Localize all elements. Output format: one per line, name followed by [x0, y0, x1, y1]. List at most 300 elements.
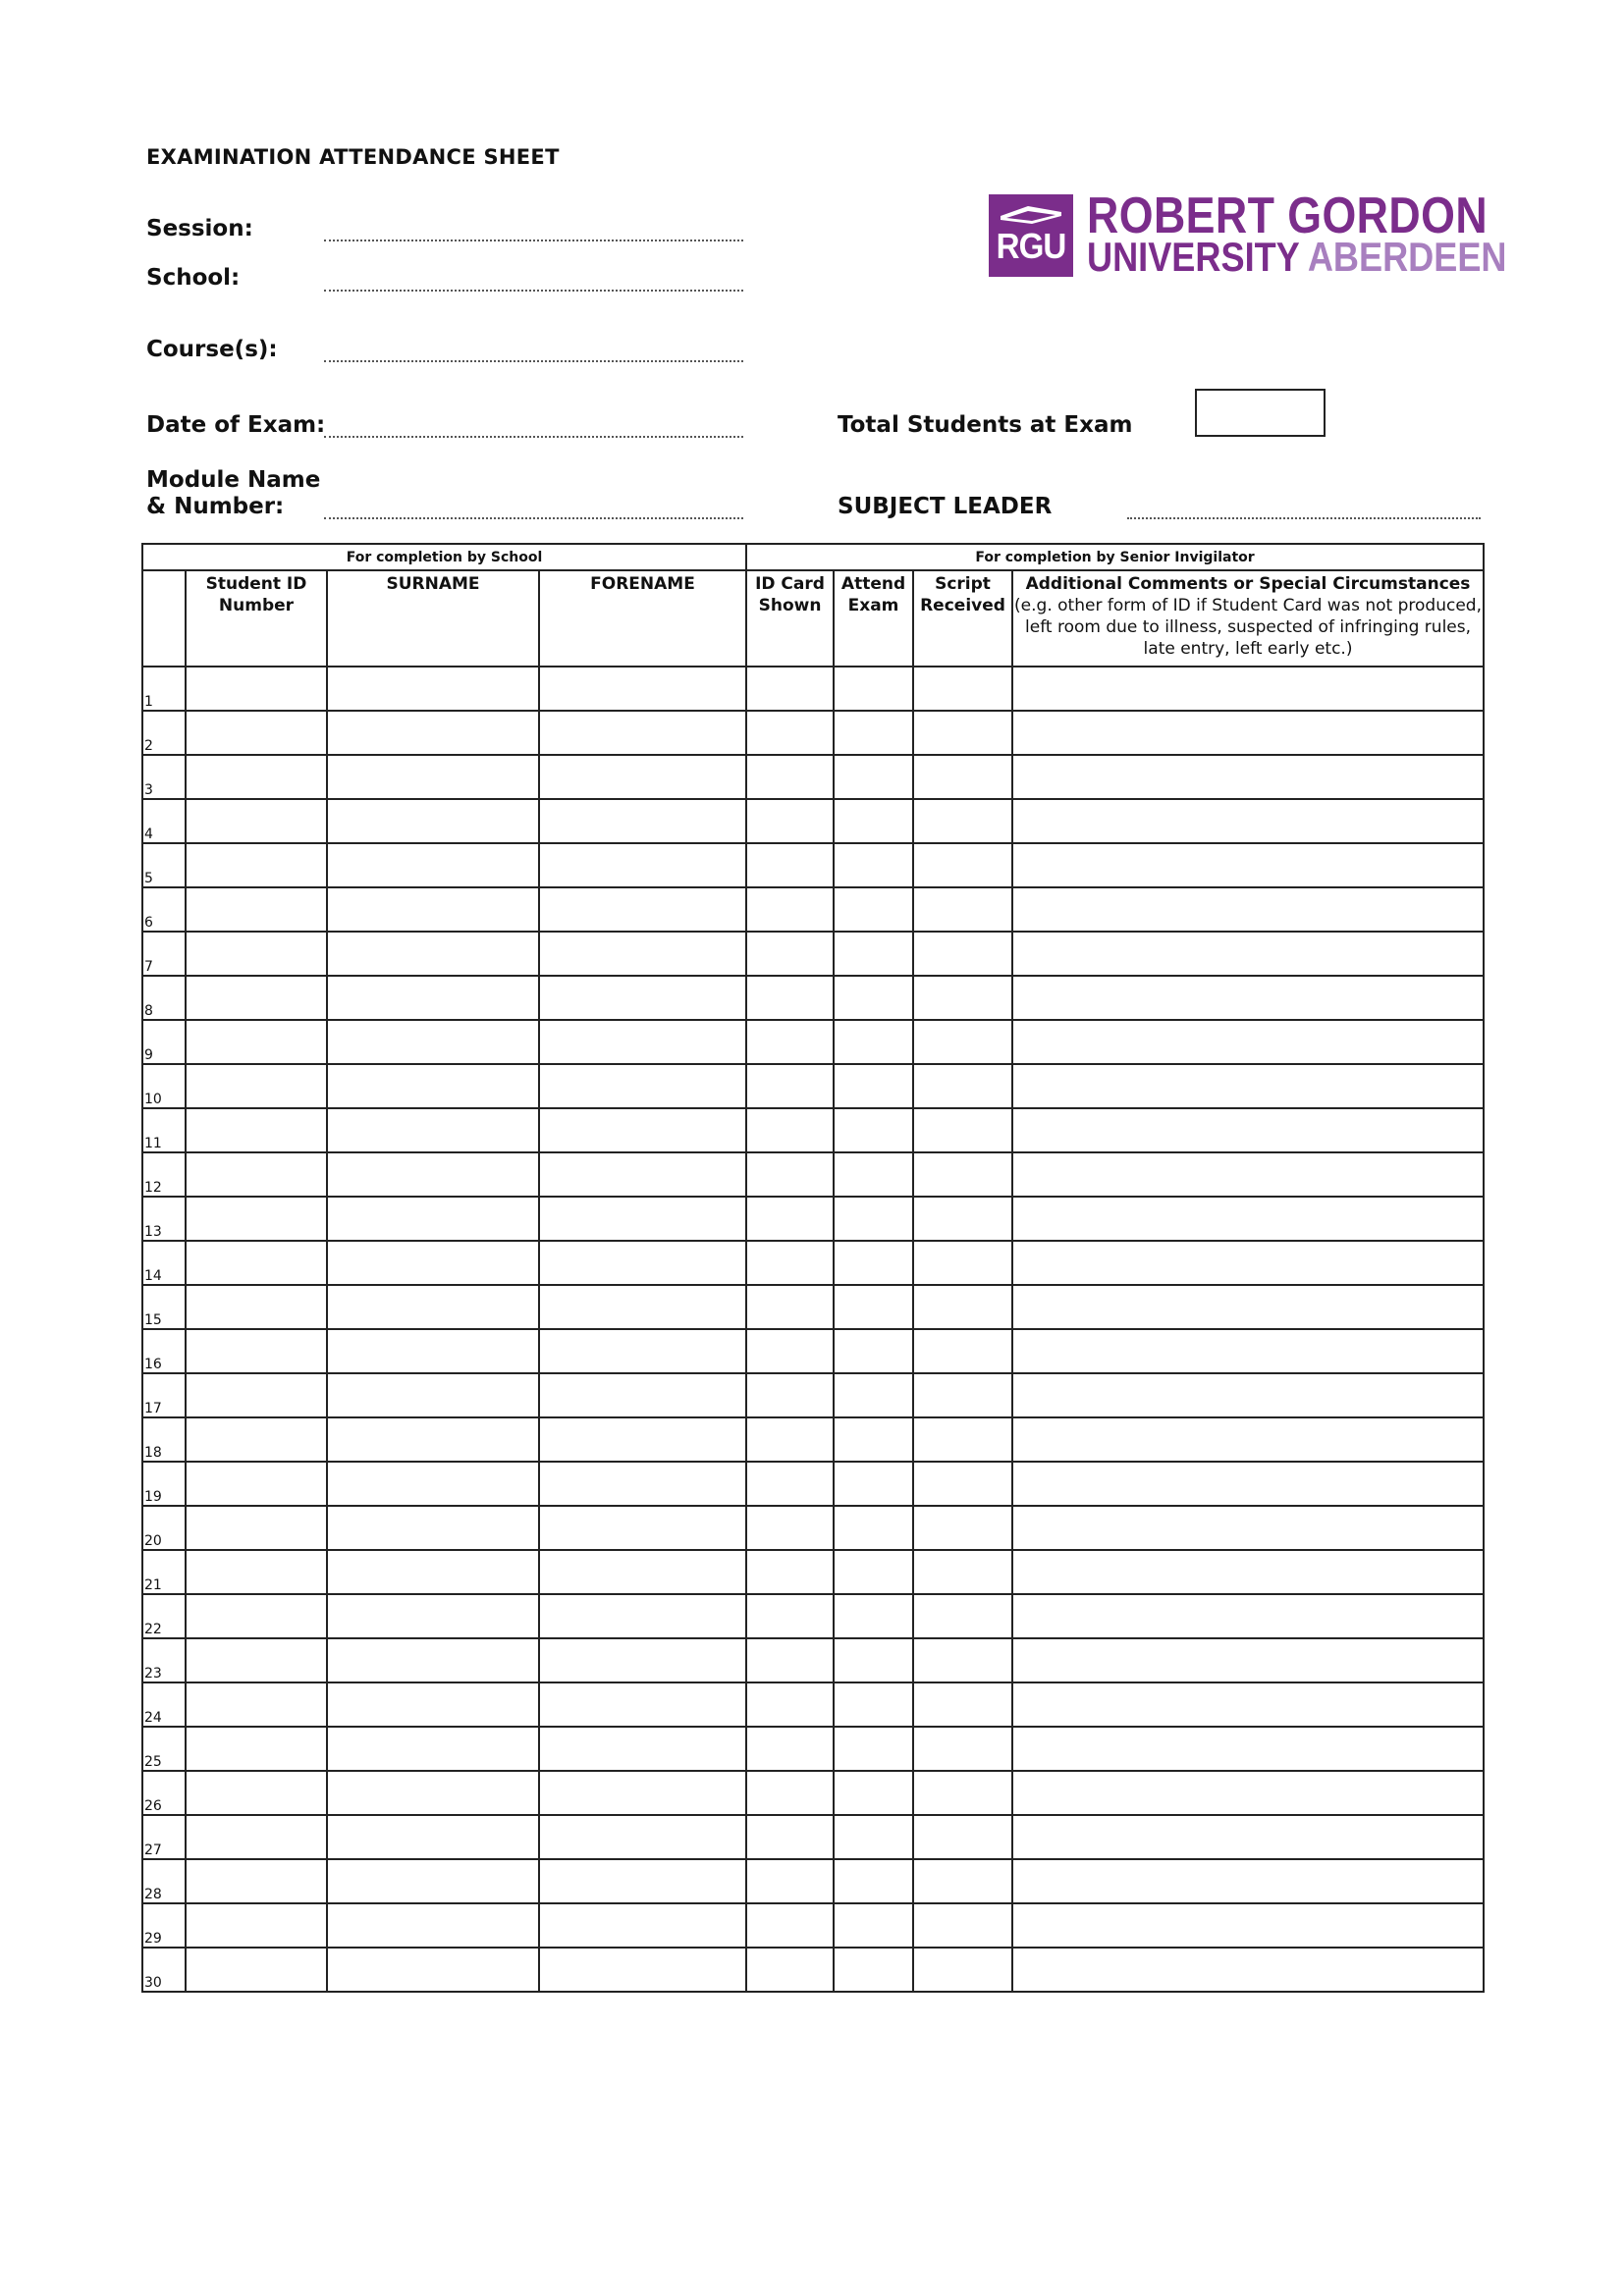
cell-comments[interactable]	[1012, 1682, 1484, 1727]
cell-attend[interactable]	[834, 799, 913, 843]
cell-comments[interactable]	[1012, 976, 1484, 1020]
row-number: 29	[142, 1903, 186, 1948]
cell-student-id[interactable]	[186, 711, 327, 755]
cell-comments[interactable]	[1012, 1506, 1484, 1550]
cell-attend[interactable]	[834, 667, 913, 711]
cell-surname[interactable]	[327, 1682, 539, 1727]
col-header-attend: Attend Exam	[834, 570, 913, 667]
cell-student-id[interactable]	[186, 1197, 327, 1241]
table-row	[142, 976, 1484, 1020]
table-row	[142, 1506, 1484, 1550]
table-row	[142, 711, 1484, 755]
cell-forename[interactable]	[539, 1108, 746, 1152]
cell-surname[interactable]	[327, 667, 539, 711]
school-label: School:	[146, 265, 241, 291]
cell-attend[interactable]	[834, 1903, 913, 1948]
cell-surname[interactable]	[327, 1462, 539, 1506]
cell-surname[interactable]	[327, 1815, 539, 1859]
cell-id-card[interactable]	[746, 1948, 834, 1992]
row-number: 8	[142, 976, 186, 1020]
cell-student-id[interactable]	[186, 799, 327, 843]
cell-forename[interactable]	[539, 932, 746, 976]
cell-forename[interactable]	[539, 1771, 746, 1815]
cell-forename[interactable]	[539, 1948, 746, 1992]
total-students-label: Total Students at Exam	[838, 412, 1133, 438]
cell-script[interactable]	[913, 1815, 1012, 1859]
cell-comments[interactable]	[1012, 799, 1484, 843]
cell-surname[interactable]	[327, 932, 539, 976]
group-header-school: For completion by School	[142, 544, 746, 570]
cell-student-id[interactable]	[186, 1020, 327, 1064]
cell-surname[interactable]	[327, 1727, 539, 1771]
cell-comments[interactable]	[1012, 1815, 1484, 1859]
cell-attend[interactable]	[834, 1727, 913, 1771]
cell-id-card[interactable]	[746, 711, 834, 755]
cell-student-id[interactable]	[186, 887, 327, 932]
cell-script[interactable]	[913, 887, 1012, 932]
cell-id-card[interactable]	[746, 887, 834, 932]
col-header-number	[142, 570, 186, 667]
cell-attend[interactable]	[834, 1462, 913, 1506]
row-number: 11	[142, 1108, 186, 1152]
row-number: 18	[142, 1417, 186, 1462]
table-row	[142, 1152, 1484, 1197]
cell-comments[interactable]	[1012, 1241, 1484, 1285]
cell-script[interactable]	[913, 1285, 1012, 1329]
cell-id-card[interactable]	[746, 1859, 834, 1903]
cell-student-id[interactable]	[186, 1064, 327, 1108]
cell-comments[interactable]	[1012, 1550, 1484, 1594]
cell-forename[interactable]	[539, 1815, 746, 1859]
cell-script[interactable]	[913, 1197, 1012, 1241]
cell-attend[interactable]	[834, 1197, 913, 1241]
cell-surname[interactable]	[327, 1020, 539, 1064]
cell-id-card[interactable]	[746, 755, 834, 799]
row-number: 30	[142, 1948, 186, 1992]
cell-id-card[interactable]	[746, 667, 834, 711]
university-logo	[989, 187, 1507, 281]
cell-script[interactable]	[913, 1727, 1012, 1771]
cell-surname[interactable]	[327, 1859, 539, 1903]
cell-script[interactable]	[913, 1108, 1012, 1152]
cell-comments[interactable]	[1012, 1462, 1484, 1506]
subject-leader-field[interactable]	[1127, 517, 1481, 519]
cell-student-id[interactable]	[186, 1948, 327, 1992]
cell-comments[interactable]	[1012, 887, 1484, 932]
cell-script[interactable]	[913, 1903, 1012, 1948]
row-number: 19	[142, 1462, 186, 1506]
cell-forename[interactable]	[539, 1859, 746, 1903]
table-row	[142, 1197, 1484, 1241]
cell-script[interactable]	[913, 1417, 1012, 1462]
cell-forename[interactable]	[539, 799, 746, 843]
row-number: 25	[142, 1727, 186, 1771]
cell-comments[interactable]	[1012, 1594, 1484, 1638]
cell-attend[interactable]	[834, 932, 913, 976]
total-students-box[interactable]	[1195, 389, 1326, 437]
cell-attend[interactable]	[834, 1108, 913, 1152]
cell-student-id[interactable]	[186, 932, 327, 976]
cell-script[interactable]	[913, 1241, 1012, 1285]
cell-forename[interactable]	[539, 711, 746, 755]
cell-comments[interactable]	[1012, 667, 1484, 711]
session-field[interactable]	[324, 240, 743, 241]
cell-comments[interactable]	[1012, 1197, 1484, 1241]
cell-attend[interactable]	[834, 1329, 913, 1373]
cell-id-card[interactable]	[746, 1903, 834, 1948]
cell-id-card[interactable]	[746, 1638, 834, 1682]
cell-id-card[interactable]	[746, 976, 834, 1020]
cell-attend[interactable]	[834, 976, 913, 1020]
group-header-invigilator: For completion by Senior Invigilator	[746, 544, 1484, 570]
cell-id-card[interactable]	[746, 932, 834, 976]
cell-student-id[interactable]	[186, 1506, 327, 1550]
table-row	[142, 887, 1484, 932]
cell-comments[interactable]	[1012, 1903, 1484, 1948]
cell-surname[interactable]	[327, 843, 539, 887]
module-label-line1: Module Name	[146, 467, 321, 493]
col-header-forename: FORENAME	[539, 570, 746, 667]
cell-forename[interactable]	[539, 1550, 746, 1594]
cell-surname[interactable]	[327, 1594, 539, 1638]
cell-script[interactable]	[913, 1948, 1012, 1992]
cell-script[interactable]	[913, 711, 1012, 755]
row-number: 12	[142, 1152, 186, 1197]
cell-surname[interactable]	[327, 1771, 539, 1815]
cell-script[interactable]	[913, 1152, 1012, 1197]
row-number: 6	[142, 887, 186, 932]
cell-surname[interactable]	[327, 1064, 539, 1108]
cell-script[interactable]	[913, 1859, 1012, 1903]
cell-student-id[interactable]	[186, 1241, 327, 1285]
cell-surname[interactable]	[327, 711, 539, 755]
cell-surname[interactable]	[327, 1108, 539, 1152]
cell-forename[interactable]	[539, 976, 746, 1020]
table-row	[142, 1948, 1484, 1992]
cell-comments[interactable]	[1012, 1285, 1484, 1329]
cell-id-card[interactable]	[746, 1462, 834, 1506]
cell-forename[interactable]	[539, 1638, 746, 1682]
cell-attend[interactable]	[834, 1550, 913, 1594]
table-body	[142, 667, 1484, 1992]
cell-attend[interactable]	[834, 1638, 913, 1682]
table-row	[142, 1594, 1484, 1638]
cell-student-id[interactable]	[186, 1771, 327, 1815]
cell-forename[interactable]	[539, 1462, 746, 1506]
cell-forename[interactable]	[539, 755, 746, 799]
row-number: 3	[142, 755, 186, 799]
row-number: 7	[142, 932, 186, 976]
table-row	[142, 1682, 1484, 1727]
cell-student-id[interactable]	[186, 1285, 327, 1329]
logo-line1: ROBERT GORDON	[1087, 187, 1489, 244]
cell-forename[interactable]	[539, 1417, 746, 1462]
cell-attend[interactable]	[834, 1594, 913, 1638]
table-row	[142, 1329, 1484, 1373]
cell-comments[interactable]	[1012, 1373, 1484, 1417]
subject-leader-label: SUBJECT LEADER	[838, 494, 1053, 519]
cell-comments[interactable]	[1012, 1020, 1484, 1064]
cell-attend[interactable]	[834, 1771, 913, 1815]
cell-student-id[interactable]	[186, 1152, 327, 1197]
table-row	[142, 932, 1484, 976]
cell-student-id[interactable]	[186, 1108, 327, 1152]
cell-script[interactable]	[913, 1550, 1012, 1594]
cell-attend[interactable]	[834, 1859, 913, 1903]
cell-attend[interactable]	[834, 1241, 913, 1285]
cell-script[interactable]	[913, 1462, 1012, 1506]
cell-id-card[interactable]	[746, 1020, 834, 1064]
cell-student-id[interactable]	[186, 976, 327, 1020]
cell-forename[interactable]	[539, 667, 746, 711]
cell-comments[interactable]	[1012, 932, 1484, 976]
cell-script[interactable]	[913, 1594, 1012, 1638]
cell-comments[interactable]	[1012, 711, 1484, 755]
cell-attend[interactable]	[834, 887, 913, 932]
row-number: 14	[142, 1241, 186, 1285]
cell-surname[interactable]	[327, 887, 539, 932]
cell-student-id[interactable]	[186, 1903, 327, 1948]
cell-script[interactable]	[913, 1682, 1012, 1727]
cell-forename[interactable]	[539, 1373, 746, 1417]
cell-forename[interactable]	[539, 1329, 746, 1373]
cell-script[interactable]	[913, 799, 1012, 843]
cell-student-id[interactable]	[186, 1638, 327, 1682]
cell-script[interactable]	[913, 1329, 1012, 1373]
cell-forename[interactable]	[539, 1727, 746, 1771]
table-row	[142, 1815, 1484, 1859]
table-row	[142, 843, 1484, 887]
school-field[interactable]	[324, 290, 743, 292]
cell-surname[interactable]	[327, 1948, 539, 1992]
cell-student-id[interactable]	[186, 1859, 327, 1903]
cell-attend[interactable]	[834, 1948, 913, 1992]
row-number: 9	[142, 1020, 186, 1064]
cell-script[interactable]	[913, 1506, 1012, 1550]
cell-id-card[interactable]	[746, 1550, 834, 1594]
comments-note: (e.g. other form of ID if Student Card was not produced, left room due to illness, suspected of infringing rules, late entry, left early etc.)	[1014, 596, 1482, 659]
cell-script[interactable]	[913, 1064, 1012, 1108]
cell-attend[interactable]	[834, 755, 913, 799]
mortarboard-icon	[999, 204, 1063, 224]
cell-comments[interactable]	[1012, 1948, 1484, 1992]
cell-forename[interactable]	[539, 1682, 746, 1727]
cell-student-id[interactable]	[186, 1594, 327, 1638]
cell-forename[interactable]	[539, 1285, 746, 1329]
table-row	[142, 1241, 1484, 1285]
cell-script[interactable]	[913, 976, 1012, 1020]
row-number: 21	[142, 1550, 186, 1594]
row-number: 13	[142, 1197, 186, 1241]
date-field[interactable]	[324, 436, 743, 438]
cell-forename[interactable]	[539, 1241, 746, 1285]
cell-id-card[interactable]	[746, 1373, 834, 1417]
cell-forename[interactable]	[539, 1064, 746, 1108]
cell-attend[interactable]	[834, 1285, 913, 1329]
table-row	[142, 1771, 1484, 1815]
module-label-line2: & Number:	[146, 494, 285, 519]
cell-student-id[interactable]	[186, 755, 327, 799]
cell-id-card[interactable]	[746, 1108, 834, 1152]
row-number: 20	[142, 1506, 186, 1550]
cell-student-id[interactable]	[186, 1417, 327, 1462]
cell-id-card[interactable]	[746, 1727, 834, 1771]
col-header-surname: SURNAME	[327, 570, 539, 667]
table-row	[142, 1285, 1484, 1329]
cell-attend[interactable]	[834, 843, 913, 887]
row-number: 16	[142, 1329, 186, 1373]
cell-surname[interactable]	[327, 1197, 539, 1241]
cell-student-id[interactable]	[186, 1815, 327, 1859]
cell-forename[interactable]	[539, 1152, 746, 1197]
table-row	[142, 1417, 1484, 1462]
table-row	[142, 1550, 1484, 1594]
logo-badge-text: RGU	[996, 226, 1066, 266]
cell-surname[interactable]	[327, 1241, 539, 1285]
date-label: Date of Exam:	[146, 412, 326, 438]
cell-comments[interactable]	[1012, 1638, 1484, 1682]
cell-id-card[interactable]	[746, 799, 834, 843]
row-number: 27	[142, 1815, 186, 1859]
cell-id-card[interactable]	[746, 1506, 834, 1550]
cell-surname[interactable]	[327, 1285, 539, 1329]
cell-script[interactable]	[913, 843, 1012, 887]
cell-student-id[interactable]	[186, 1550, 327, 1594]
table-row	[142, 1903, 1484, 1948]
col-header-student-id: Student ID Number	[186, 570, 327, 667]
table-row	[142, 667, 1484, 711]
cell-surname[interactable]	[327, 755, 539, 799]
table-row	[142, 1020, 1484, 1064]
cell-attend[interactable]	[834, 1506, 913, 1550]
cell-script[interactable]	[913, 667, 1012, 711]
cell-forename[interactable]	[539, 1506, 746, 1550]
courses-label: Course(s):	[146, 337, 278, 362]
cell-id-card[interactable]	[746, 1682, 834, 1727]
cell-forename[interactable]	[539, 1197, 746, 1241]
cell-student-id[interactable]	[186, 1462, 327, 1506]
cell-surname[interactable]	[327, 1152, 539, 1197]
cell-comments[interactable]	[1012, 1727, 1484, 1771]
cell-surname[interactable]	[327, 1903, 539, 1948]
session-label: Session:	[146, 216, 253, 241]
cell-attend[interactable]	[834, 1020, 913, 1064]
cell-id-card[interactable]	[746, 1241, 834, 1285]
cell-student-id[interactable]	[186, 667, 327, 711]
cell-id-card[interactable]	[746, 1064, 834, 1108]
cell-id-card[interactable]	[746, 1285, 834, 1329]
cell-surname[interactable]	[327, 1329, 539, 1373]
cell-comments[interactable]	[1012, 1329, 1484, 1373]
cell-student-id[interactable]	[186, 1373, 327, 1417]
cell-attend[interactable]	[834, 1152, 913, 1197]
row-number: 17	[142, 1373, 186, 1417]
logo-badge	[989, 194, 1073, 277]
row-number: 2	[142, 711, 186, 755]
cell-comments[interactable]	[1012, 1064, 1484, 1108]
cell-forename[interactable]	[539, 1020, 746, 1064]
cell-script[interactable]	[913, 1638, 1012, 1682]
row-number: 15	[142, 1285, 186, 1329]
cell-surname[interactable]	[327, 1550, 539, 1594]
cell-student-id[interactable]	[186, 1682, 327, 1727]
cell-surname[interactable]	[327, 1373, 539, 1417]
cell-script[interactable]	[913, 932, 1012, 976]
cell-surname[interactable]	[327, 799, 539, 843]
logo-aberdeen: ABERDEEN	[1307, 234, 1507, 280]
table-row	[142, 1373, 1484, 1417]
cell-script[interactable]	[913, 1373, 1012, 1417]
cell-student-id[interactable]	[186, 1727, 327, 1771]
cell-attend[interactable]	[834, 1064, 913, 1108]
cell-student-id[interactable]	[186, 1329, 327, 1373]
cell-comments[interactable]	[1012, 843, 1484, 887]
cell-script[interactable]	[913, 1020, 1012, 1064]
cell-attend[interactable]	[834, 1682, 913, 1727]
cell-comments[interactable]	[1012, 1859, 1484, 1903]
cell-comments[interactable]	[1012, 1417, 1484, 1462]
table-row	[142, 1859, 1484, 1903]
module-field[interactable]	[324, 517, 743, 519]
col-header-script: Script Received	[913, 570, 1012, 667]
col-header-comments	[1012, 570, 1484, 667]
cell-surname[interactable]	[327, 976, 539, 1020]
cell-comments[interactable]	[1012, 1152, 1484, 1197]
attendance-table	[141, 543, 1485, 1993]
cell-id-card[interactable]	[746, 1417, 834, 1462]
cell-attend[interactable]	[834, 1815, 913, 1859]
cell-id-card[interactable]	[746, 1771, 834, 1815]
cell-comments[interactable]	[1012, 755, 1484, 799]
cell-forename[interactable]	[539, 843, 746, 887]
cell-id-card[interactable]	[746, 1152, 834, 1197]
cell-surname[interactable]	[327, 1417, 539, 1462]
cell-surname[interactable]	[327, 1506, 539, 1550]
cell-forename[interactable]	[539, 1903, 746, 1948]
table-row	[142, 1727, 1484, 1771]
cell-script[interactable]	[913, 755, 1012, 799]
cell-forename[interactable]	[539, 1594, 746, 1638]
logo-line2	[1087, 234, 1507, 281]
cell-attend[interactable]	[834, 1417, 913, 1462]
cell-comments[interactable]	[1012, 1108, 1484, 1152]
cell-id-card[interactable]	[746, 1329, 834, 1373]
comments-title: Additional Comments or Special Circumstances	[1025, 574, 1471, 594]
row-number: 26	[142, 1771, 186, 1815]
row-number: 4	[142, 799, 186, 843]
cell-student-id[interactable]	[186, 843, 327, 887]
cell-comments[interactable]	[1012, 1771, 1484, 1815]
cell-id-card[interactable]	[746, 1594, 834, 1638]
logo-university: UNIVERSITY	[1087, 234, 1300, 280]
cell-forename[interactable]	[539, 887, 746, 932]
cell-attend[interactable]	[834, 1373, 913, 1417]
cell-id-card[interactable]	[746, 1197, 834, 1241]
row-number: 23	[142, 1638, 186, 1682]
courses-field[interactable]	[324, 360, 743, 362]
cell-id-card[interactable]	[746, 843, 834, 887]
table-row	[142, 799, 1484, 843]
cell-script[interactable]	[913, 1771, 1012, 1815]
table-row	[142, 1064, 1484, 1108]
table-row	[142, 1108, 1484, 1152]
cell-surname[interactable]	[327, 1638, 539, 1682]
cell-attend[interactable]	[834, 711, 913, 755]
row-number: 5	[142, 843, 186, 887]
cell-id-card[interactable]	[746, 1815, 834, 1859]
row-number: 1	[142, 667, 186, 711]
table-row	[142, 1462, 1484, 1506]
